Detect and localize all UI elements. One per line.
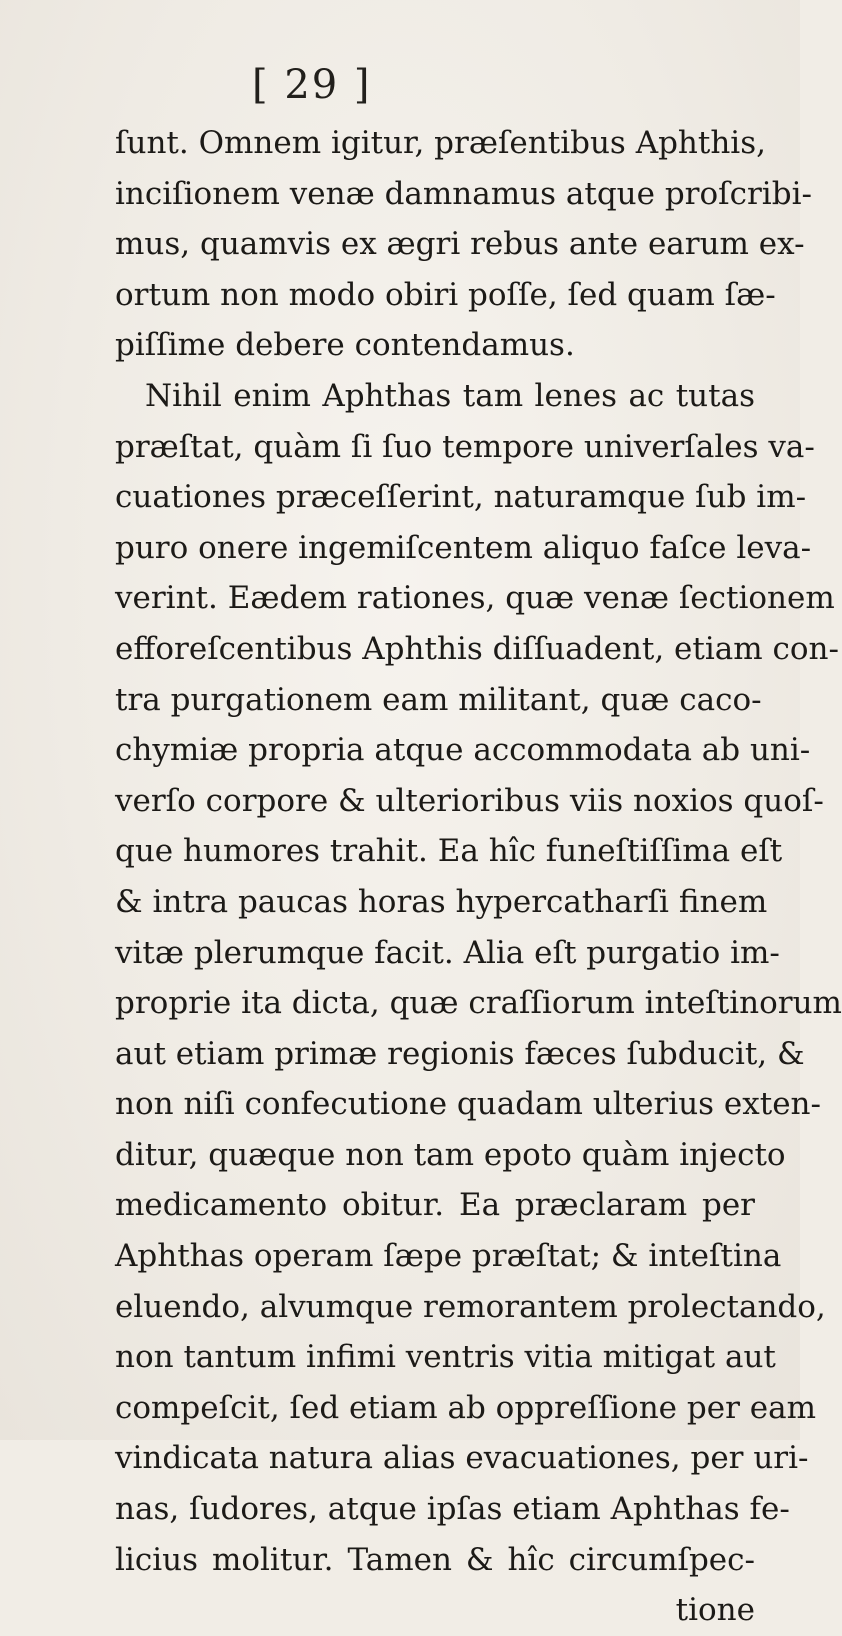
body-text	[115, 118, 842, 1636]
text-line-8: cuationes præceſſerint, naturamque ſub im-	[115, 479, 807, 516]
text-line-14: verſo corpore & ulterioribus viis noxios quoſ-	[115, 782, 824, 819]
text-line-3: mus, quamvis ex ægri rebus ante earum ex-	[115, 226, 805, 263]
text-line-24: eluendo, alvumque remorantem prolectando,	[115, 1288, 826, 1325]
text-line-27: vindicata natura alias evacuationes, per uri-	[115, 1440, 809, 1477]
text-line-29: licius molitur. Tamen & hîc circumſpec-	[115, 1541, 755, 1578]
text-line-25: non tantum infimi ventris vitia mitigat aut	[115, 1339, 776, 1376]
text-line-1: ſunt. Omnem igitur, præſentibus Aphthis,	[115, 125, 766, 161]
text-line-26: compeſcit, ſed etiam ab oppreſſione per eam	[115, 1389, 816, 1426]
text-line-13: chymiæ propria atque accommodata ab uni-	[115, 732, 811, 769]
text-line-4: ortum non modo obiri poſſe, ſed quam ſæ-	[115, 276, 776, 313]
text-line-21: ditur, quæque non tam epoto quàm injecto	[115, 1136, 786, 1173]
text-line-2: inciſionem venæ damnamus atque proſcribi-	[115, 175, 812, 212]
text-line-15: que humores trahit. Ea hîc funeſtiſſima eſt	[115, 833, 783, 870]
text-line-10: verint. Eædem rationes, quæ venæ ſectionem	[115, 580, 835, 617]
text-line-11: efforeſcentibus Aphthis diſſuadent, etiam con-	[115, 630, 839, 667]
text-line-9: puro onere ingemiſcentem aliquo faſce leva-	[115, 529, 812, 566]
text-line-16: & intra paucas horas hypercatharſi finem	[115, 883, 768, 920]
page-number-header: [ 29 ]	[252, 62, 372, 108]
text-line-5: piſſime debere contendamus.	[115, 327, 575, 364]
text-line-23: Aphthas operam ſæpe præſtat; & inteſtina	[115, 1238, 782, 1275]
text-line-18: proprie ita dicta, quæ craſſiorum inteſtinorum	[115, 985, 842, 1022]
text-line-19: aut etiam primæ regionis fæces ſubducit, &	[115, 1035, 805, 1072]
text-line-12: tra purgationem eam militant, quæ caco-	[115, 681, 762, 718]
text-line-28: nas, ſudores, atque ipſas etiam Aphthas fe-	[115, 1491, 790, 1528]
catchword: tione	[675, 1592, 755, 1629]
text-line-22: medicamento obitur. Ea præclaram per	[115, 1187, 755, 1224]
text-line-20: non niſi confecutione quadam ulterius exten-	[115, 1086, 821, 1123]
text-line-6: Nihil enim Aphthas tam lenes ac tutas	[145, 377, 755, 414]
text-line-7: præſtat, quàm ſi ſuo tempore univerſales va-	[115, 428, 815, 465]
text-line-17: vitæ plerumque facit. Alia eſt purgatio im-	[115, 934, 780, 971]
